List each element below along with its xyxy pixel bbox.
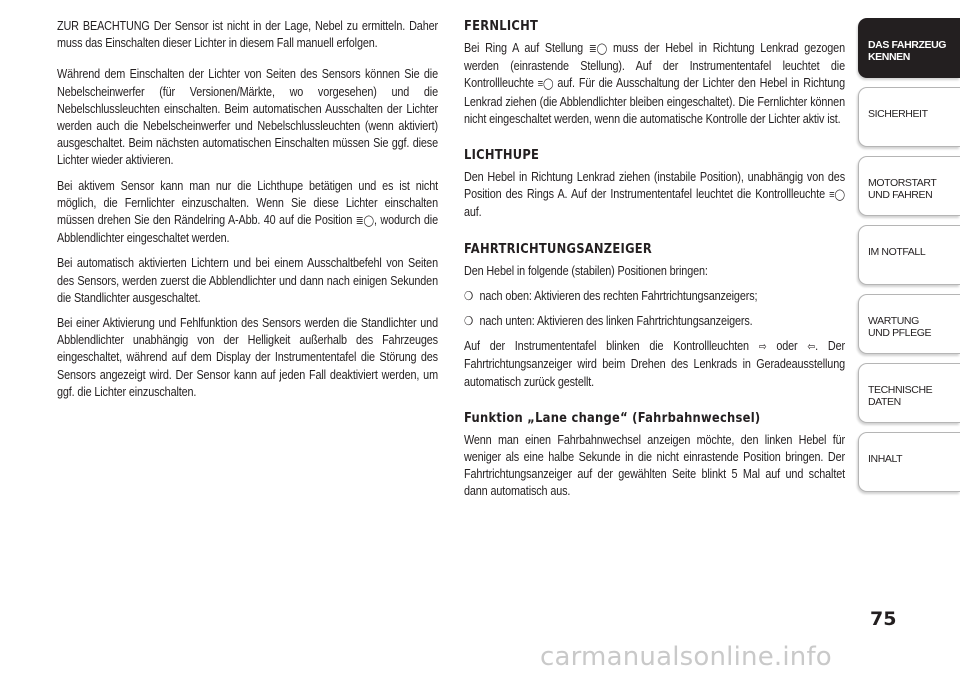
page-number: 75	[870, 608, 897, 630]
heading-lichthupe: LICHTHUPE	[464, 148, 540, 164]
arrow-left-icon: ⇦	[807, 341, 816, 354]
paragraph: Den Hebel in Richtung Lenkrad ziehen (instabile Position), unabhängig von des Position des Rings A. Auf der Instrumententafel leuchtet die Kontrollleuchte ≡◯ auf.	[464, 170, 845, 220]
paragraph: Bei einer Aktivierung und Fehlfunktion des Sensors werden die Standlichter und Abblendlichter unabhängig von der Helligkeit außerhalb des Fahrzeuges eingeschaltet, während auf dem Display der Instrumententafel die Störung des Sensors angezeigt wird. Der Sensor kann auf jeden Fall deaktiviert werden, um ggf. die Lichter einzuschalten.	[57, 316, 438, 399]
low-beam-icon: ≣◯	[355, 215, 375, 228]
watermark: carmanualsonline.info	[540, 642, 832, 672]
left-column	[57, 18, 438, 409]
note-paragraph: ZUR BEACHTUNG Der Sensor ist nicht in der Lage, Nebel zu ermitteln. Daher muss das Einschalten dieser Lichter in diesem Fall manuell erfolgen.	[57, 19, 438, 51]
right-column	[464, 18, 845, 509]
tab-technische-daten[interactable]: TECHNISCHE DATEN	[858, 363, 960, 423]
heading-fernlicht: FERNLICHT	[464, 19, 539, 34]
tab-das-fahrzeug-kennen[interactable]: DAS FAHRZEUG KENNEN	[858, 18, 960, 78]
paragraph: Bei automatisch aktivierten Lichtern und bei einem Ausschaltbefehl von Seiten des Sensors, werden zuerst die Abblendlichter und dann nach einigen Sekunden die Standlichter ausgeschaltet.	[57, 256, 438, 305]
paragraph: Den Hebel in folgende (stabilen) Positionen bringen:	[464, 263, 708, 278]
low-beam-icon: ≣◯	[588, 43, 608, 55]
list-item: ❍ nach oben: Aktivieren des rechten Fahrtrichtungsanzeigers;	[464, 288, 845, 305]
bullet-icon: ❍	[464, 288, 474, 303]
heading-lane-change: Funktion „Lane change“ (Fahrbahnwechsel)	[464, 410, 761, 426]
paragraph: Während dem Einschalten der Lichter von Seiten des Sensors können Sie die Nebelscheinwerfer (für Versionen/Märkte, wo vorgesehen) und die Nebelschlussleuchten einschalten. Beim automatischen Ausschalten der Lichter werden auch die Nebelscheinwerfer und Nebelschlussleuchten (wenn aktiviert) ausgeschaltet. Beim nächsten automatischen Einschalten müssen Sie ggf. diese Lichter wieder aktivieren.	[57, 67, 438, 168]
tab-motorstart-und-fahren[interactable]: MOTORSTART UND FAHREN	[858, 156, 960, 216]
tab-sicherheit[interactable]: SICHERHEIT	[858, 87, 960, 147]
paragraph: Auf der Instrumententafel blinken die Kontrollleuchten ⇨ oder ⇦. Der Fahrtrichtungsanzeiger wird beim Drehen des Lenkrads in Geradeausstellung automatisch zurück gestellt.	[464, 339, 845, 389]
paragraph: Wenn man einen Fahrbahnwechsel anzeigen möchte, den linken Hebel für weniger als eine halbe Sekunde in die nicht einrastende Position bringen. Der Fahrtrichtungsanzeiger auf der gewählten Seite blinkt 5 Mal auf und schaltet dann automatisch aus.	[464, 432, 845, 499]
chapter-tabs	[858, 18, 960, 501]
high-beam-icon: ≡◯	[537, 78, 554, 91]
bullet-list	[464, 288, 845, 330]
high-beam-icon: ≡◯	[829, 189, 845, 202]
tab-im-notfall[interactable]: IM NOTFALL	[858, 225, 960, 285]
tab-inhalt[interactable]: INHALT	[858, 432, 960, 492]
arrow-right-icon: ⇨	[758, 341, 767, 354]
paragraph: Bei aktivem Sensor kann man nur die Lichthupe betätigen und es ist nicht möglich, die Fernlichter einzuschalten. Wenn Sie diese Lichter einschalten müssen drehen Sie den Rändelring A-Abb. 40 auf die Position ≣◯, wodurch die Abblendlichter eingeschaltet werden.	[57, 178, 438, 246]
paragraph: Bei Ring A auf Stellung ≣◯ muss der Hebel in Richtung Lenkrad gezogen werden (einrastende Stellung). Auf der Instrumententafel leuchtet die Kontrollleuchte ≡◯ auf. Für die Ausschaltung der Lichter den Hebel in Richtung Lenkrad ziehen (die Abblendlichter bleiben eingeschaltet). Die Fernlichter können nicht eingeschaltet werden, wenn die automatische Kontrolle der Lichter aktiv ist.	[464, 41, 845, 126]
tab-wartung-und-pflege[interactable]: WARTUNG UND PFLEGE	[858, 294, 960, 354]
list-item: ❍ nach unten: Aktivieren des linken Fahrtrichtungsanzeigers.	[464, 313, 845, 330]
heading-fahrtrichtungsanzeiger: FAHRTRICHTUNGSANZEIGER	[464, 241, 653, 257]
bullet-icon: ❍	[464, 314, 474, 329]
